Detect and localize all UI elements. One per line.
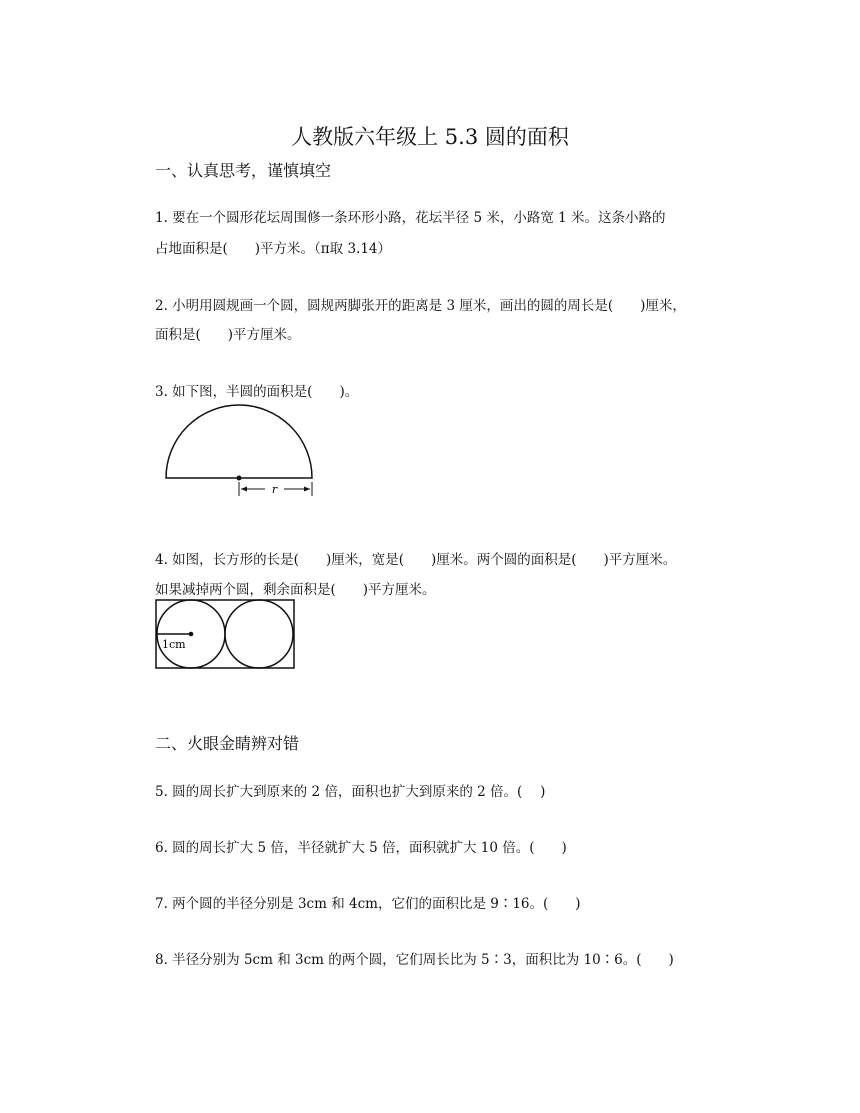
question-2-line-2: 面积是( )平方厘米。 — [155, 327, 301, 343]
circle-right — [225, 600, 293, 668]
question-2-line-1: 2. 小明用圆规画一个圆，圆规两脚张开的距离是 3 厘米，画出的圆的周长是( )厘米， — [155, 298, 686, 314]
radius-label: r — [271, 483, 278, 496]
question-4-line-2: 如果减掉两个圆，剩余面积是( )平方厘米。 — [155, 582, 436, 598]
arrowhead-right — [304, 487, 310, 492]
center-point — [237, 476, 242, 481]
question-1-line-2: 占地面积是( )平方米。（π取 3.14） — [155, 241, 392, 257]
question-1-line-1: 1. 要在一个圆形花坛周围修一条环形小路，花坛半径 5 米，小路宽 1 米。这条小路的 — [155, 210, 666, 226]
page-title: 人教版六年级上 5.3 圆的面积 — [291, 125, 569, 149]
rectangle-circles-figure — [154, 598, 299, 672]
section-heading-true-false: 二、火眼金睛辨对错 — [155, 734, 300, 753]
radius-label: 1cm — [162, 638, 186, 651]
question-6: 6. 圆的周长扩大 5 倍，半径就扩大 5 倍，面积就扩大 10 倍。( ) — [155, 840, 567, 856]
question-3-line-1: 3. 如下图，半圆的面积是( )。 — [155, 384, 359, 400]
arrowhead-left — [241, 487, 247, 492]
question-7: 7. 两个圆的半径分别是 3cm 和 4cm，它们的面积比是 9∶16。( ) — [155, 896, 581, 912]
semicircle-figure — [160, 403, 320, 503]
question-5: 5. 圆的周长扩大到原来的 2 倍，面积也扩大到原来的 2 倍。( ) — [155, 784, 546, 800]
question-4-line-1: 4. 如图，长方形的长是( )厘米，宽是( )厘米。两个圆的面积是( )平方厘米。 — [155, 552, 677, 568]
semicircle-shape — [166, 405, 312, 478]
question-8: 8. 半径分别为 5cm 和 3cm 的两个圆，它们周长比为 5∶3，面积比为 10∶6。( ) — [155, 952, 674, 968]
center-point — [189, 632, 194, 637]
section-heading-fill-blank: 一、认真思考，谨慎填空 — [155, 161, 332, 180]
